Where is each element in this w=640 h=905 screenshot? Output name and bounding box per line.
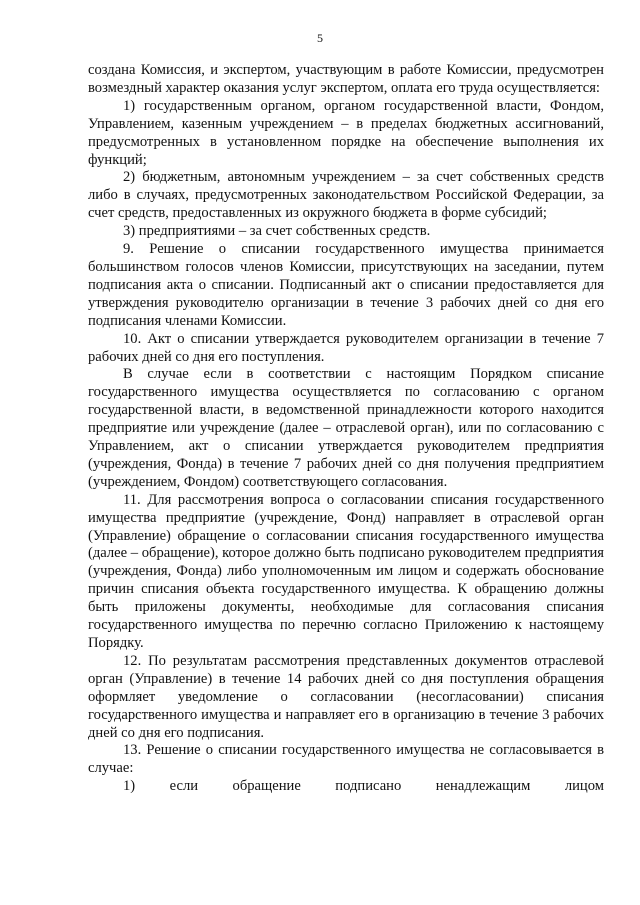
paragraph-clause-13: 13. Решение о списании государственного имущества не согласовывается в случае:	[88, 742, 604, 777]
paragraph-clause-10: 10. Акт о списании утверждается руководителем организации в течение 7 рабочих дней со дня его поступления.	[88, 330, 604, 365]
paragraph-approval-case: В случае если в соответствии с настоящим Порядком списание государственного имущества осуществляется по согласованию с органом государственной власти, в ведомственной принадлежности которого находится предприятие или учреждение (далее – отраслевой орган), или по согласованию с Управлением, акт о списании утверждается руководителем предприятия (учреждения, Фонда) в течение 7 рабочих дней со дня получения предприятием (учреждением, Фондом) соответствующего согласования.	[88, 366, 604, 490]
paragraph-item-1-state-bodies: 1) государственным органом, органом государственной власти, Фондом, Управлением, казенным учреждением – в пределах бюджетных ассигнований, предусмотренных в установленном порядке на обеспечение выполнения их функций;	[88, 97, 604, 168]
paragraph-clause-12: 12. По результатам рассмотрения представленных документов отраслевой орган (Управление) в течение 14 рабочих дней со дня поступления обращения оформляет уведомление о согласовании (несогласовании) списания государственного имущества и направляет его в организацию в течение 3 рабочих дней со дня его подписания.	[88, 652, 604, 741]
page-number: 5	[317, 31, 323, 45]
paragraph-item-3-enterprises: 3) предприятиями – за счет собственных средств.	[123, 223, 431, 240]
paragraph-item-2-budget-institutions: 2) бюджетным, автономным учреждением – за счет собственных средств либо в случаях, предусмотренных законодательством Российской Федерации, за счет средств, предоставленных из окружного бюджета в форме субсидий;	[88, 169, 604, 222]
paragraph-clause-11: 11. Для рассмотрения вопроса о согласовании списания государственного имущества предприятие (учреждение, Фонд) направляет в отраслевой орган (Управление) обращение о согласовании списания государственного имущества (далее – обращение), которое должно быть подписано руководителем предприятия (учреждения, Фонда) либо уполномоченным им лицом и содержать обоснование причин списания объекта государственного имущества. К обращению должны быть приложены документы, необходимые для согласования списания государственного имущества по перечню согласно Приложению к настоящему Порядку.	[88, 491, 604, 651]
paragraph-commission-expert: создана Комиссия, и экспертом, участвующим в работе Комиссии, предусмотрен возмездный характер оказания услуг экспертом, оплата его труда осуществляется:	[88, 62, 604, 96]
document-body	[88, 62, 604, 796]
paragraph-clause-13-item-1: 1) если обращение подписано ненадлежащим лицом	[123, 778, 604, 795]
paragraph-clause-9: 9. Решение о списании государственного имущества принимается большинством голосов членов Комиссии, присутствующих на заседании, путем подписания акта о списании. Подписанный акт о списании предоставляется для утверждения руководителю организации в течение 3 рабочих дней со дня его подписания членами Комиссии.	[88, 241, 604, 329]
